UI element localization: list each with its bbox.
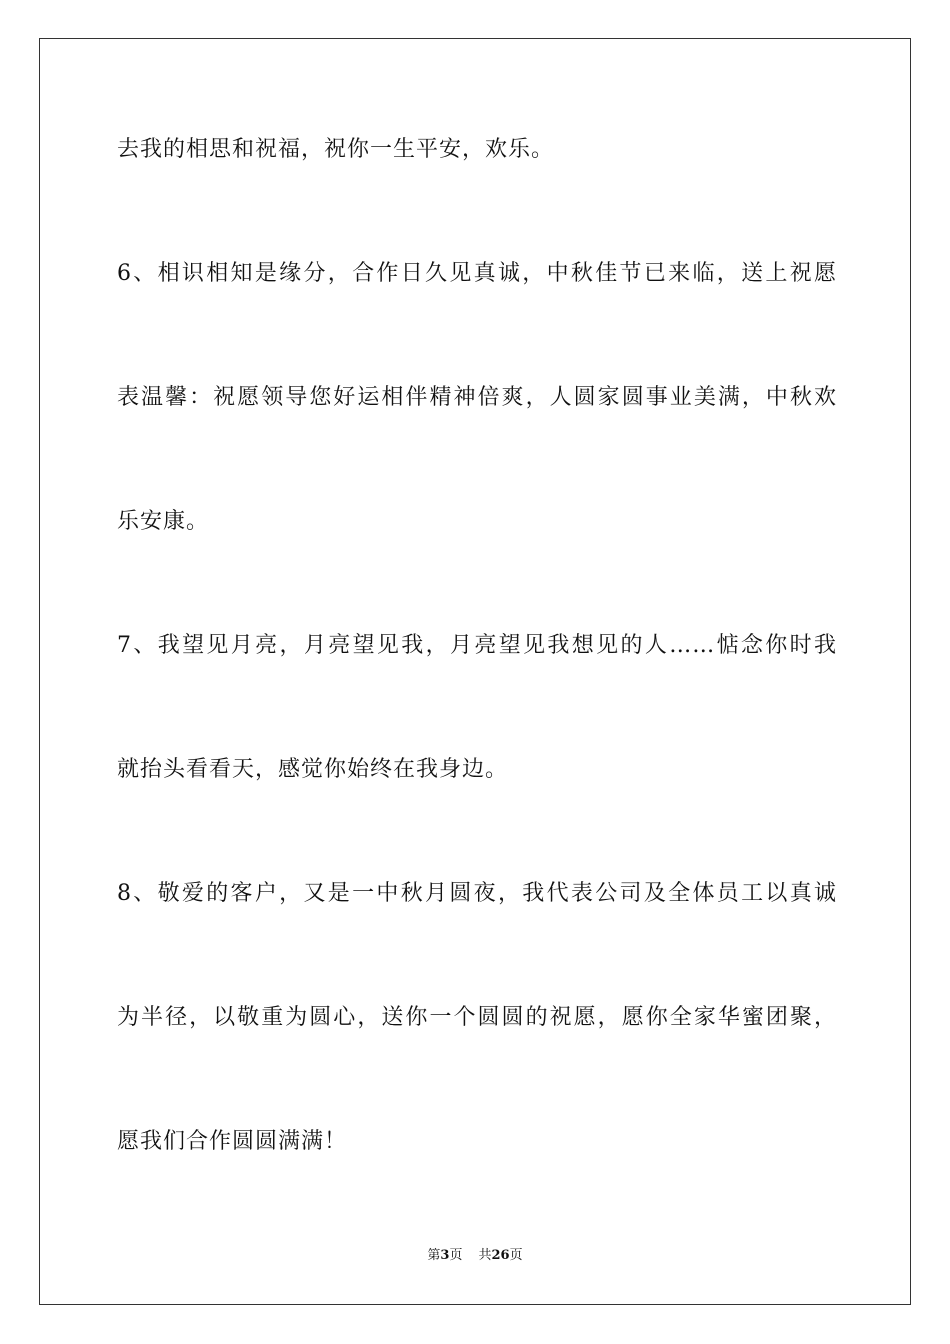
text-line-7: 8、敬爱的客户，又是一中秋月圆夜，我代表公司及全体员工以真诚: [117, 881, 837, 906]
footer-total-pages: 26: [491, 1248, 510, 1263]
text-line-1: 去我的相思和祝福，祝你一生平安，欢乐。: [117, 137, 555, 162]
page-footer: [0, 1247, 950, 1265]
text-line-8: 为半径，以敬重为圆心，送你一个圆圆的祝愿，愿你全家华蜜团聚，: [117, 1005, 837, 1030]
footer-total-suffix: 页: [509, 1248, 523, 1263]
text-line-3: 表温馨：祝愿领导您好运相伴精神倍爽，人圆家圆事业美满，中秋欢: [117, 385, 837, 410]
text-line-2: 6、相识相知是缘分，合作日久见真诚，中秋佳节已来临，送上祝愿: [117, 261, 837, 286]
footer-page-suffix: 页: [449, 1248, 463, 1263]
text-line-9: 愿我们合作圆圆满满！: [117, 1129, 348, 1154]
footer-total-prefix: 共: [478, 1248, 492, 1263]
text-line-6: 就抬头看看天，感觉你始终在我身边。: [117, 757, 509, 782]
text-line-4: 乐安康。: [117, 509, 210, 534]
footer-page-number: 3: [440, 1248, 450, 1263]
text-line-5: 7、我望见月亮，月亮望见我，月亮望见我想见的人……惦念你时我: [117, 633, 837, 658]
footer-page-prefix: 第: [427, 1248, 441, 1263]
page-frame: [39, 38, 911, 1305]
